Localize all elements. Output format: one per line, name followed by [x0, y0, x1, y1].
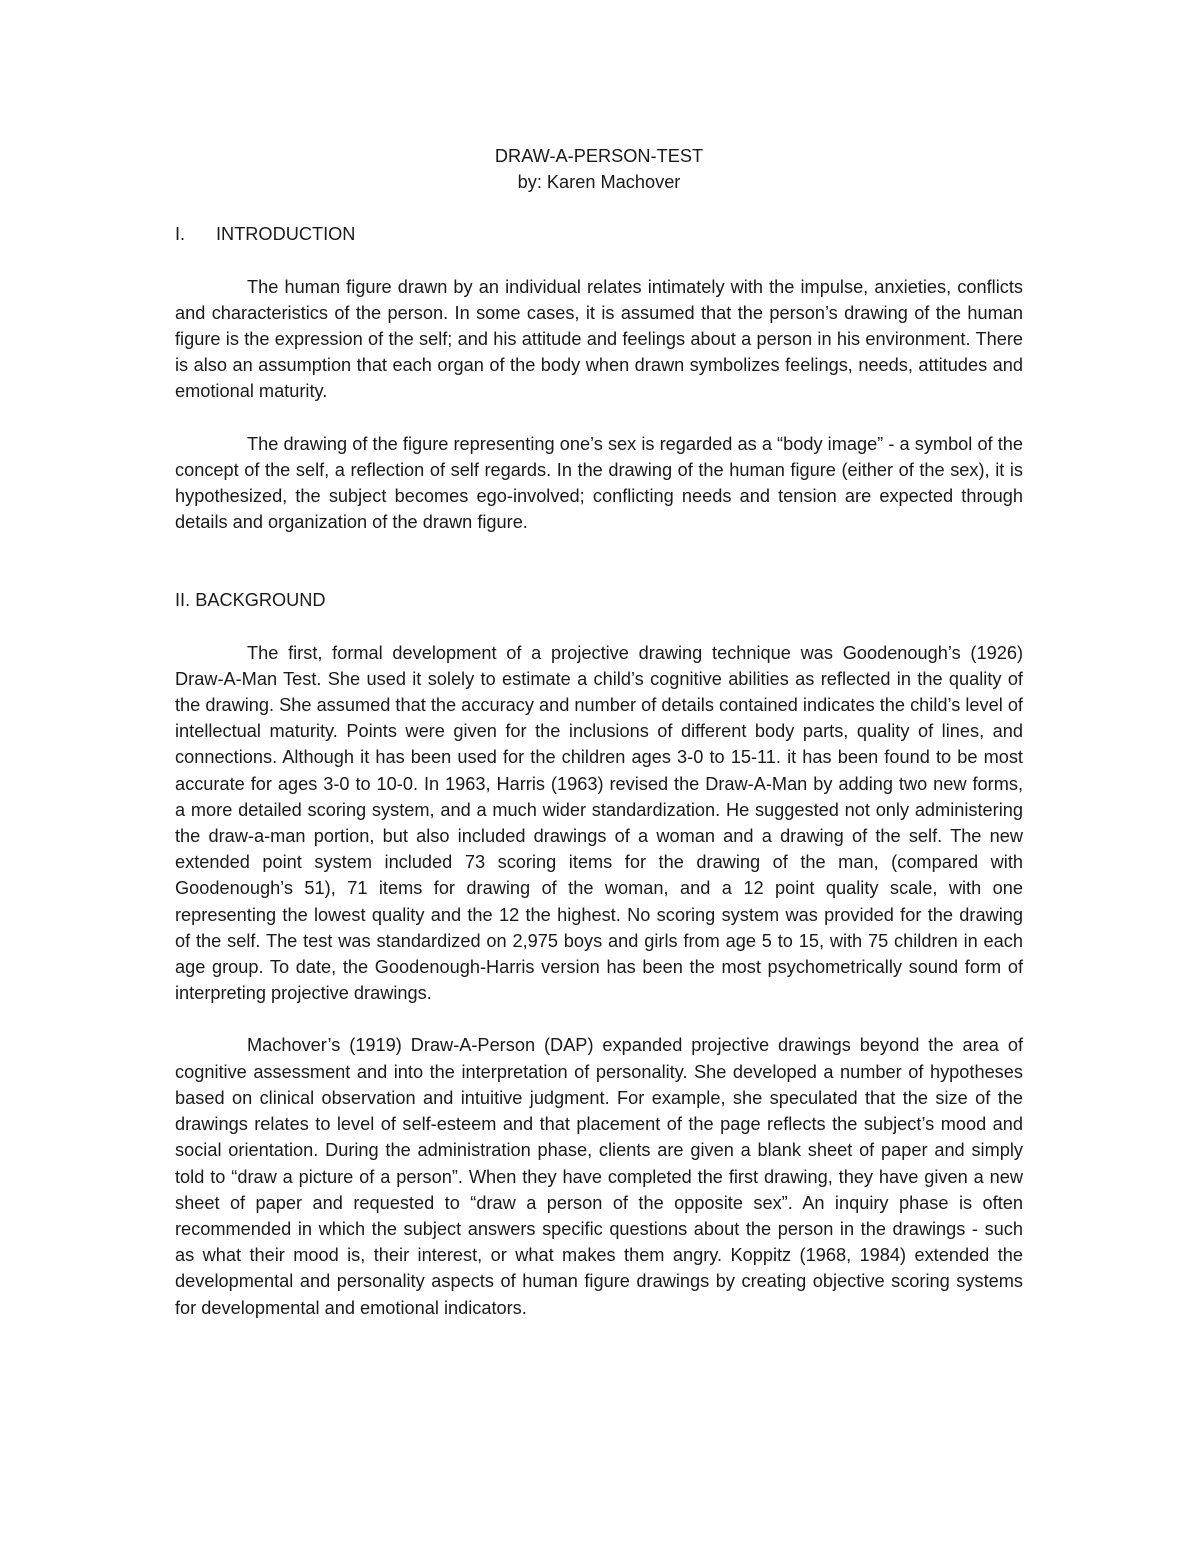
section-number: I. [175, 224, 186, 245]
spacer [175, 248, 1023, 274]
document-title: DRAW-A-PERSON-TEST [494, 146, 704, 166]
title-block [175, 143, 1023, 195]
spacer [175, 535, 1023, 587]
spacer [175, 1006, 1023, 1032]
section-heading-introduction [175, 221, 1023, 247]
paragraph-intro-2: The drawing of the figure representing one’s sex is regarded as a “body image” - a symbol of the concept of the self, a reflection of self regards. In the drawing of the human figure (either of the sex), it is hypothesized, the subject becomes ego-involved; conflicting needs and tension are expected through details and organization of the drawn figure. [175, 433, 1023, 533]
section-title: INTRODUCTION [216, 224, 356, 245]
paragraph-background-1: The first, formal development of a projective drawing technique was Goodenough’s (1926) Draw-A-Man Test. She used it solely to estimate a child’s cognitive abilities as reflected in the quality of the drawing. She assumed that the accuracy and number of details contained indicates the child’s level of intellectual maturity. Points were given for the inclusions of different body parts, quality of lines, and connections. Although it has been used for the children ages 3-0 to 15-11. it has been found to be most accurate for ages 3-0 to 10-0. In 1963, Harris (1963) revised the Draw-A-Man by adding two new forms, a more detailed scoring system, and a much wider standardization. He suggested not only administering the draw-a-man portion, but also included drawings of a woman and a drawing of the self. The new extended point system included 73 scoring items for the drawing of the man, (compared with Goodenough’s 51), 71 items for drawing of the woman, and a 12 point quality scale, with one representing the lowest quality and the 12 the highest. No scoring system was provided for the drawing of the self. The test was standardized on 2,975 boys and girls from age 5 to 15, with 75 children in each age group. To date, the Goodenough-Harris version has been the most psychometrically sound form of interpreting projective drawings. [175, 642, 1023, 1004]
paragraph-intro-1: The human figure drawn by an individual relates intimately with the impulse, anxieties, conflicts and characteristics of the person. In some cases, it is assumed that the person’s drawing of the human figure is the expression of the self; and his attitude and feelings about a person in his environment. There is also an assumption that each organ of the body when drawn symbolizes feelings, needs, attitudes and emotional maturity. [175, 276, 1023, 402]
spacer [175, 614, 1023, 640]
section-heading-background: II. BACKGROUND [175, 590, 326, 611]
paragraph-background-2: Machover’s (1919) Draw-A-Person (DAP) expanded projective drawings beyond the area of cognitive assessment and into the interpretation of personality. She developed a number of hypotheses based on clinical observation and intuitive judgment. For example, she speculated that the size of the drawings relates to level of self-esteem and that placement of the page reflects the subject’s mood and social orientation. During the administration phase, clients are given a blank sheet of paper and simply told to “draw a picture of a person”. When they have completed the first drawing, they have given a new sheet of paper and requested to “draw a person of the opposite sex”. An inquiry phase is often recommended in which the subject answers specific questions about the person in the drawings - such as what their mood is, their interest, or what makes them angry. Koppitz (1968, 1984) extended the developmental and personality aspects of human figure drawings by creating objective scoring systems for developmental and emotional indicators. [175, 1035, 1023, 1318]
spacer [175, 405, 1023, 431]
document-byline: by: Karen Machover [517, 172, 681, 193]
document-body [175, 143, 1023, 1321]
spacer [175, 195, 1023, 221]
